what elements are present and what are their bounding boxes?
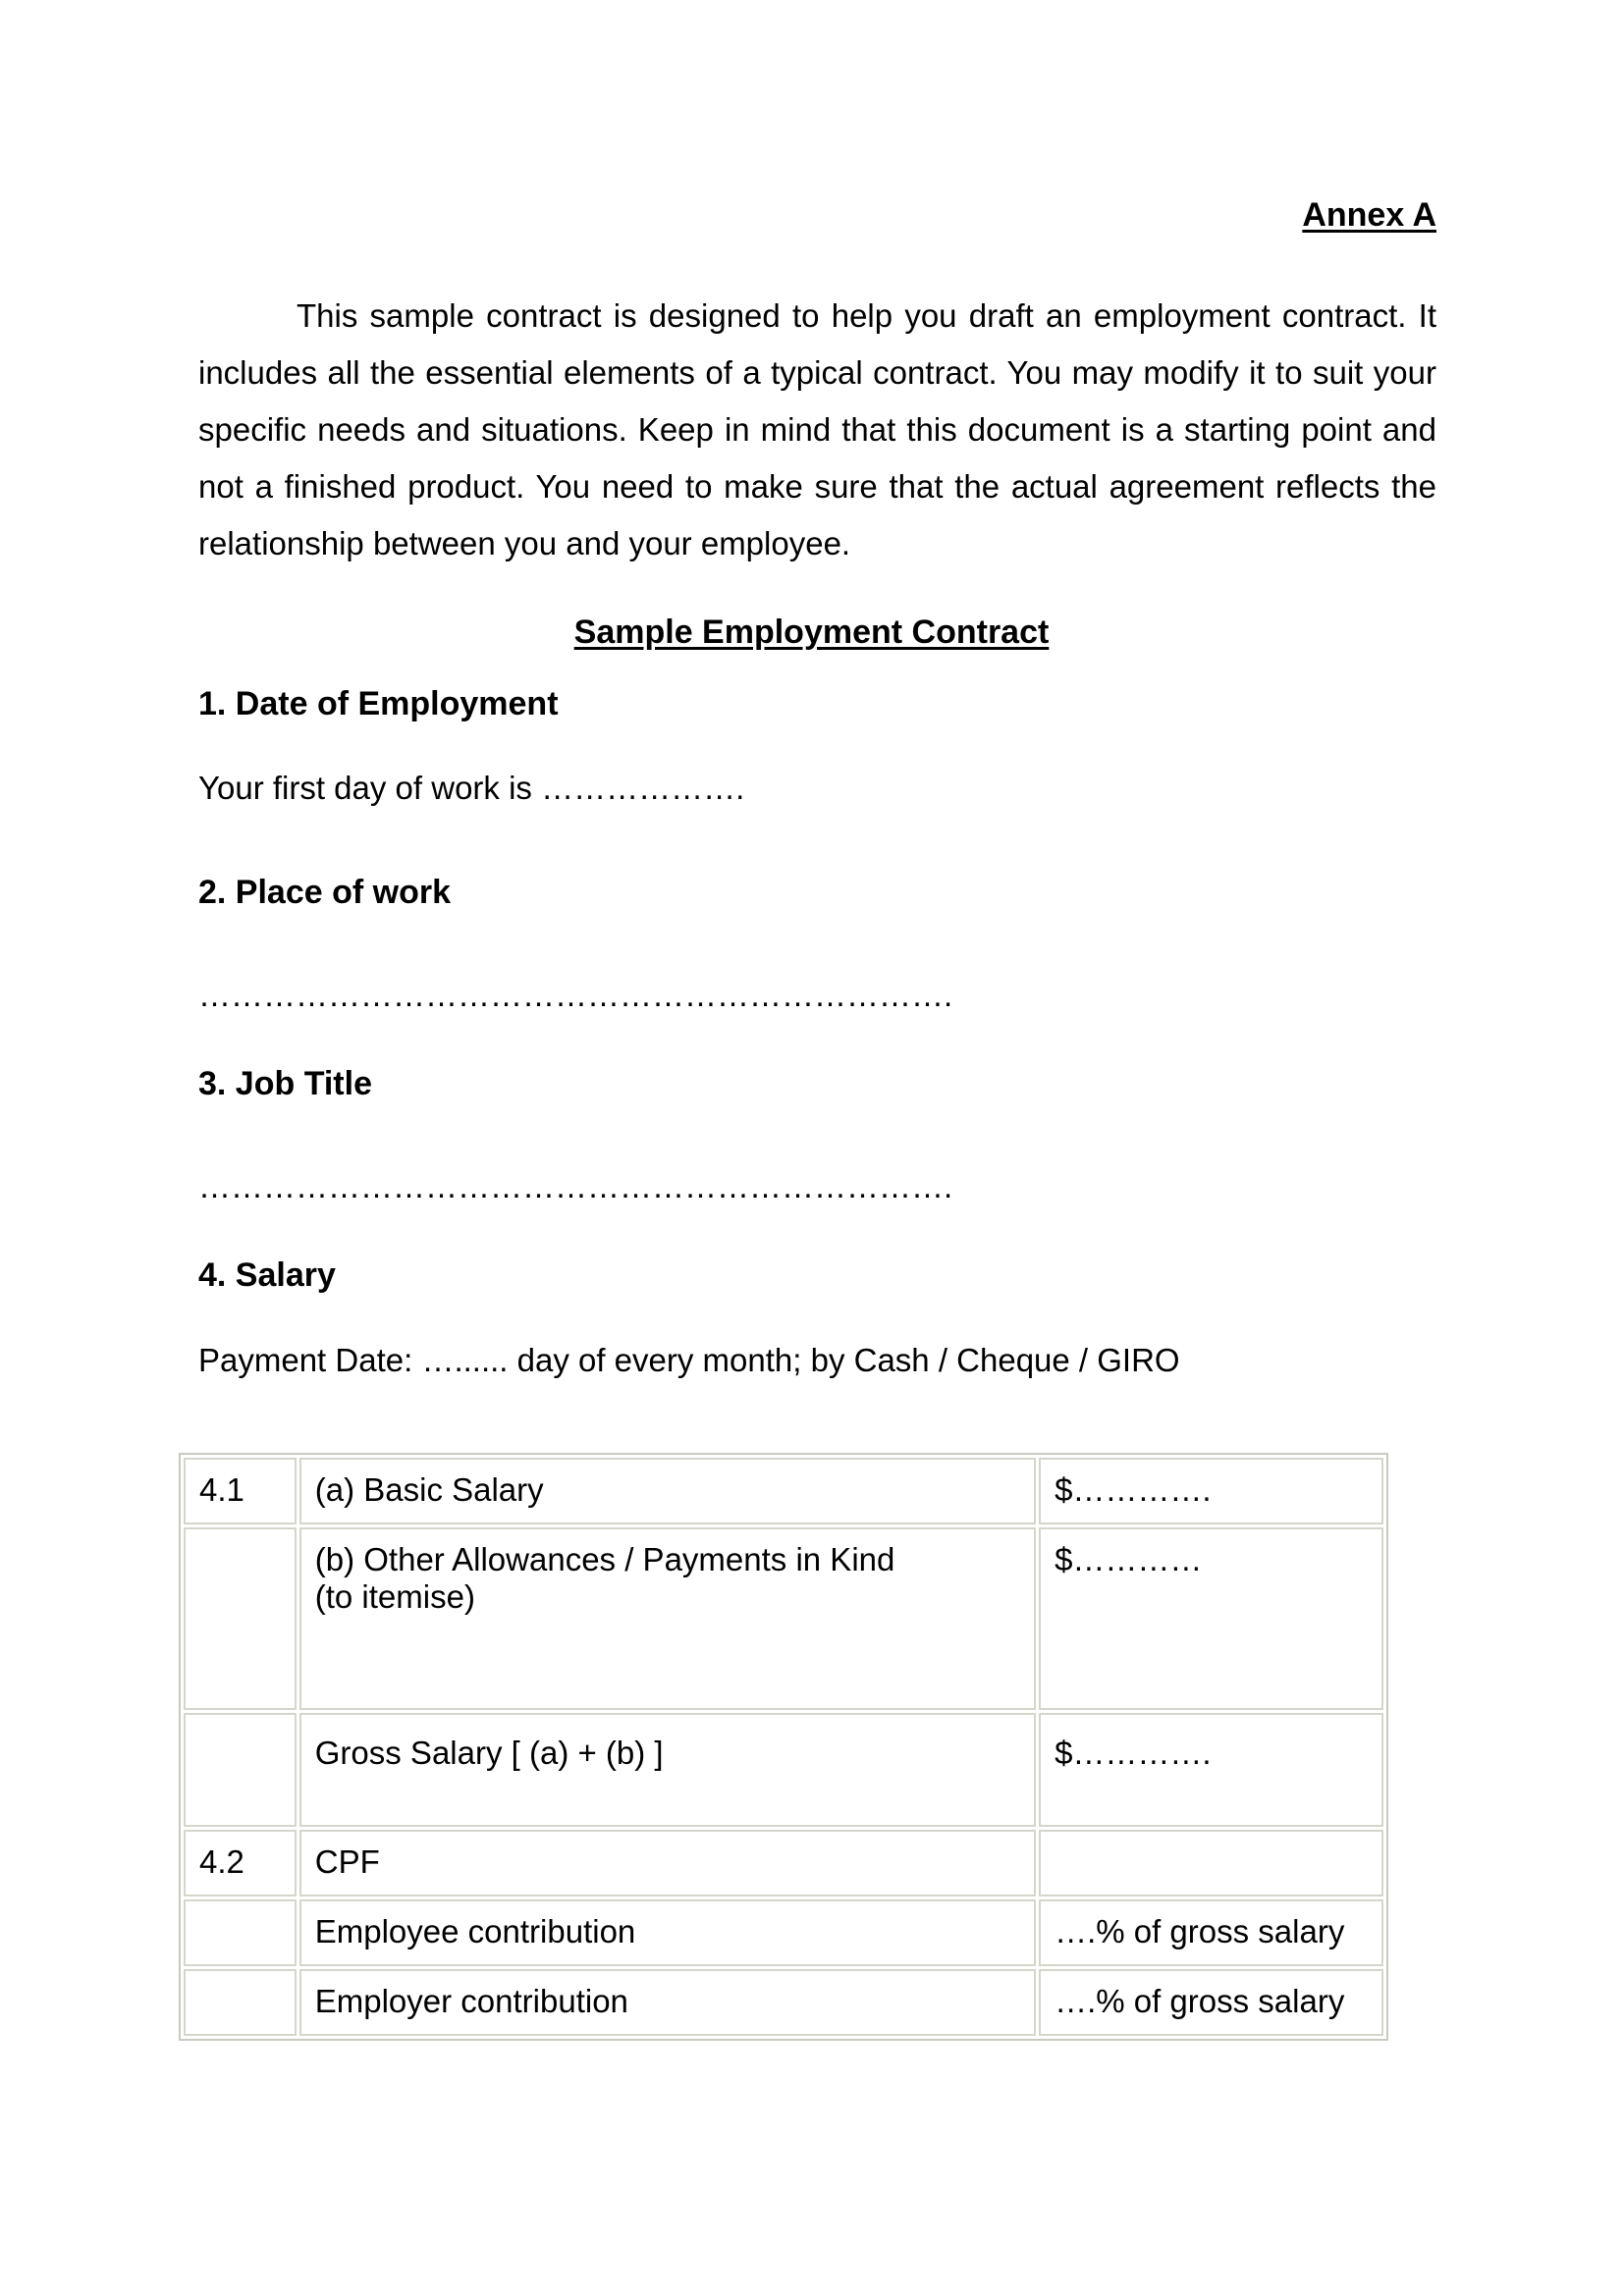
basic-salary-label: (a) Basic Salary: [299, 1458, 1036, 1524]
employer-contribution-label: Employer contribution: [299, 1969, 1036, 2036]
employee-contribution-value: ….% of gross salary: [1039, 1899, 1383, 1966]
allowances-value: $…………: [1039, 1527, 1383, 1710]
row-number: 4.1: [184, 1458, 297, 1524]
table-row: [184, 1527, 1383, 1710]
row-number: [184, 1713, 297, 1827]
allowances-label: (b) Other Allowances / Payments in Kind: [314, 1541, 895, 1577]
row-number: [184, 1527, 297, 1710]
basic-salary-value: $………….: [1039, 1458, 1383, 1524]
job-title-blank: …………………………………………………………….: [198, 1168, 953, 1204]
section-salary-heading: 4. Salary: [198, 1256, 336, 1294]
row-number: [184, 1969, 297, 2036]
intro-paragraph: This sample contract is designed to help you draft an employment contract. It includes all the essential elements of a typical contract. You may modify it to suit your specific needs and situations. Keep in mind that this document is a starting point and not a finished product. You need to make sure that the actual agreement reflects the relationship between you and your employee.: [198, 297, 1436, 561]
employee-contribution-label: Employee contribution: [299, 1899, 1036, 1966]
allowances-cell: [299, 1527, 1036, 1710]
gross-salary-label: Gross Salary [ (a) + (b) ]: [299, 1713, 1036, 1827]
table-row: [184, 1830, 1383, 1896]
first-day-text: Your first day of work is ……………….: [198, 770, 745, 806]
row-number: 4.2: [184, 1830, 297, 1896]
cpf-label: CPF: [299, 1830, 1036, 1896]
table-row: [184, 1969, 1383, 2036]
table-row: [184, 1899, 1383, 1966]
salary-table: [179, 1453, 1388, 2041]
cpf-value: [1039, 1830, 1383, 1896]
annex-label: Annex A: [1302, 196, 1436, 234]
table-row: [184, 1713, 1383, 1827]
row-number: [184, 1899, 297, 1966]
section-date-heading: 1. Date of Employment: [198, 685, 559, 722]
allowances-sublabel: (to itemise): [314, 1578, 475, 1615]
payment-date-text: Payment Date: …...... day of every month; by Cash / Cheque / GIRO: [198, 1342, 1180, 1378]
contract-title: Sample Employment Contract: [573, 614, 1050, 651]
section-job-heading: 3. Job Title: [198, 1065, 372, 1102]
table-row: [184, 1458, 1383, 1524]
employer-contribution-value: ….% of gross salary: [1039, 1969, 1383, 2036]
gross-salary-value: $………….: [1039, 1713, 1383, 1827]
place-blank: …………………………………………………………….: [198, 977, 953, 1013]
section-place-heading: 2. Place of work: [198, 874, 451, 911]
